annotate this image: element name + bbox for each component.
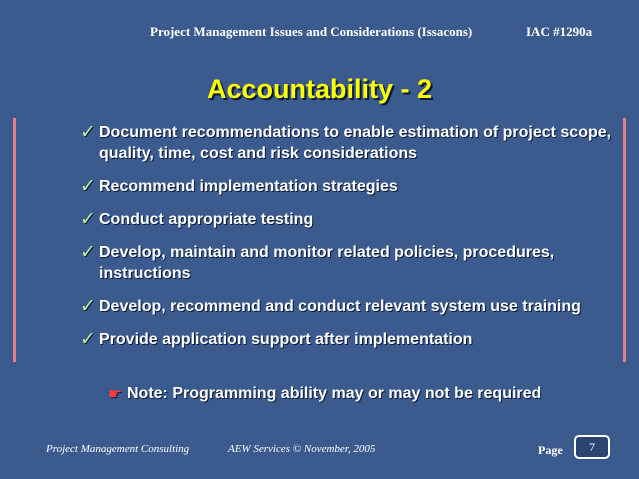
bullet-list: [78, 122, 618, 362]
bullet-item: [78, 176, 618, 197]
footer-company: Project Management Consulting: [46, 443, 190, 455]
bullet-text: Develop, recommend and conduct relevant system use training: [99, 298, 581, 315]
bullet-text: Provide application support after implementation: [99, 331, 473, 348]
note-sub-bullet: [110, 383, 587, 404]
footer-copyright: AEW Services © November, 2005: [228, 443, 376, 455]
bullet-text: Recommend implementation strategies: [99, 178, 398, 195]
bullet-text: Conduct appropriate testing: [99, 211, 314, 228]
checkmark-icon: ✓: [80, 241, 96, 263]
pointing-hand-icon: ☛: [108, 384, 123, 403]
course-code: IAC #1290a: [526, 24, 593, 39]
bullet-item: [78, 209, 618, 230]
page-number: 7: [574, 435, 610, 459]
course-title: Project Management Issues and Considerations (Issacons): [150, 24, 473, 39]
bullet-item: [78, 122, 618, 164]
bullet-item: [78, 329, 618, 350]
checkmark-icon: ✓: [80, 121, 96, 143]
checkmark-icon: ✓: [80, 175, 96, 197]
checkmark-icon: ✓: [80, 208, 96, 230]
checkmark-icon: ✓: [80, 295, 96, 317]
bullet-text: Document recommendations to enable estimation of project scope, quality, time, cost and risk considerations: [99, 124, 612, 162]
bullet-item: [78, 242, 618, 284]
left-accent-bar: [13, 118, 16, 362]
note-text: Note: Programming ability may or may not be required: [127, 385, 542, 402]
right-accent-bar: [623, 118, 626, 362]
slide-title: Accountability - 2: [206, 74, 433, 104]
bullet-item: [78, 296, 618, 317]
checkmark-icon: ✓: [80, 328, 96, 350]
bullet-text: Develop, maintain and monitor related policies, procedures, instructions: [99, 244, 555, 282]
page-label: Page: [538, 443, 563, 457]
